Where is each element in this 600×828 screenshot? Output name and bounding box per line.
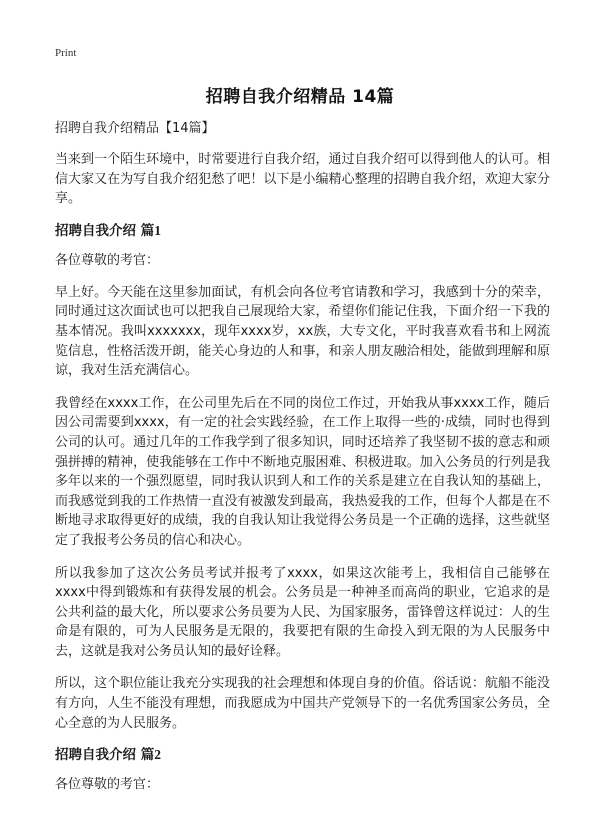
section-heading-1: [55, 222, 550, 240]
body-paragraph: 早上好。今天能在这里参加面试，有机会向各位考官请教和学习，我感到十分的荣幸，同时通过这次面试也可以把我自己展现给大家，希望你们能记住我，下面介绍一下我的基本情况。我叫xxxxxxx，现年xxxx岁，xx族，大专文化，平时我喜欢看书和上网流览信息，性格活泼开朗，能关心身边的人和事，和亲人朋友融洽相处，能做到理解和原谅，我对生活充满信心。: [55, 284, 550, 379]
section-heading-text: 招聘自我介绍 篇: [55, 747, 155, 764]
section-greeting: 各位尊敬的考官：: [55, 777, 160, 793]
print-label[interactable]: Print: [55, 47, 77, 59]
body-paragraph: 我曾经在xxxx工作，在公司里先后在不同的岗位工作过，开始我从事xxxx工作，随后因公司需要到xxxx，有一定的社会实践经验，在工作上取得一些的·成绩，同时也得到公司的认可。通过几年的工作我学到了很多知识，同时还培养了我坚韧不拔的意志和顽强拼搏的精神，使我能够在工作中不断地克服困难、积极进取。加入公务员的行列是我多年以来的一个强烈愿望，同时我认识到人和工作的关系是建立在自我认知的基础上，而我感觉到我的工作热情一直没有被激发到最高，我热爱我的工作，但每个人都是在不断地寻求取得更好的成绩，我的自我认知让我觉得公务员是一个正确的选择，这些就坚定了我报考公务员的信心和决心。: [55, 395, 550, 548]
intro-paragraph: 当来到一个陌生环境中，时常要进行自我介绍，通过自我介绍可以得到他人的认可。相信大家又在为写自我介绍犯愁了吧！以下是小编精心整理的招聘自我介绍，欢迎大家分享。: [55, 152, 550, 207]
section-heading-number: 2: [154, 747, 161, 763]
section-heading-number: 1: [154, 222, 161, 238]
body-paragraph: 所以我参加了这次公务员考试并报考了xxxx，如果这次能考上，我相信自己能够在xxxx中得到锻炼和有获得发展的机会。公务员是一种神圣而高尚的职业，它追求的是公共利益的最大化，所以要求公务员要为人民、为国家服务，雷锋曾这样说过：人的生命是有限的，可为人民服务是无限的，我要把有限的生命投入到无限的为人民服务中去，这就是我对公务员认知的最好诠释。: [55, 565, 550, 659]
section-heading-2: [55, 746, 550, 764]
document-body: [55, 121, 550, 807]
document-subtitle: 招聘自我介绍精品【14篇】: [55, 121, 215, 136]
section-greeting: 各位尊敬的考官：: [55, 252, 160, 268]
document-title: 招聘自我介绍精品 14篇: [205, 87, 395, 107]
body-paragraph: 所以，这个职位能让我充分实现我的社会理想和体现自身的价值。俗话说：航船不能没有方向，人生不能没有理想，而我愿成为中国共产党领导下的一名优秀国家公务员，全心全意的为人民服务。: [55, 676, 550, 731]
section-heading-text: 招聘自我介绍 篇: [55, 222, 155, 239]
